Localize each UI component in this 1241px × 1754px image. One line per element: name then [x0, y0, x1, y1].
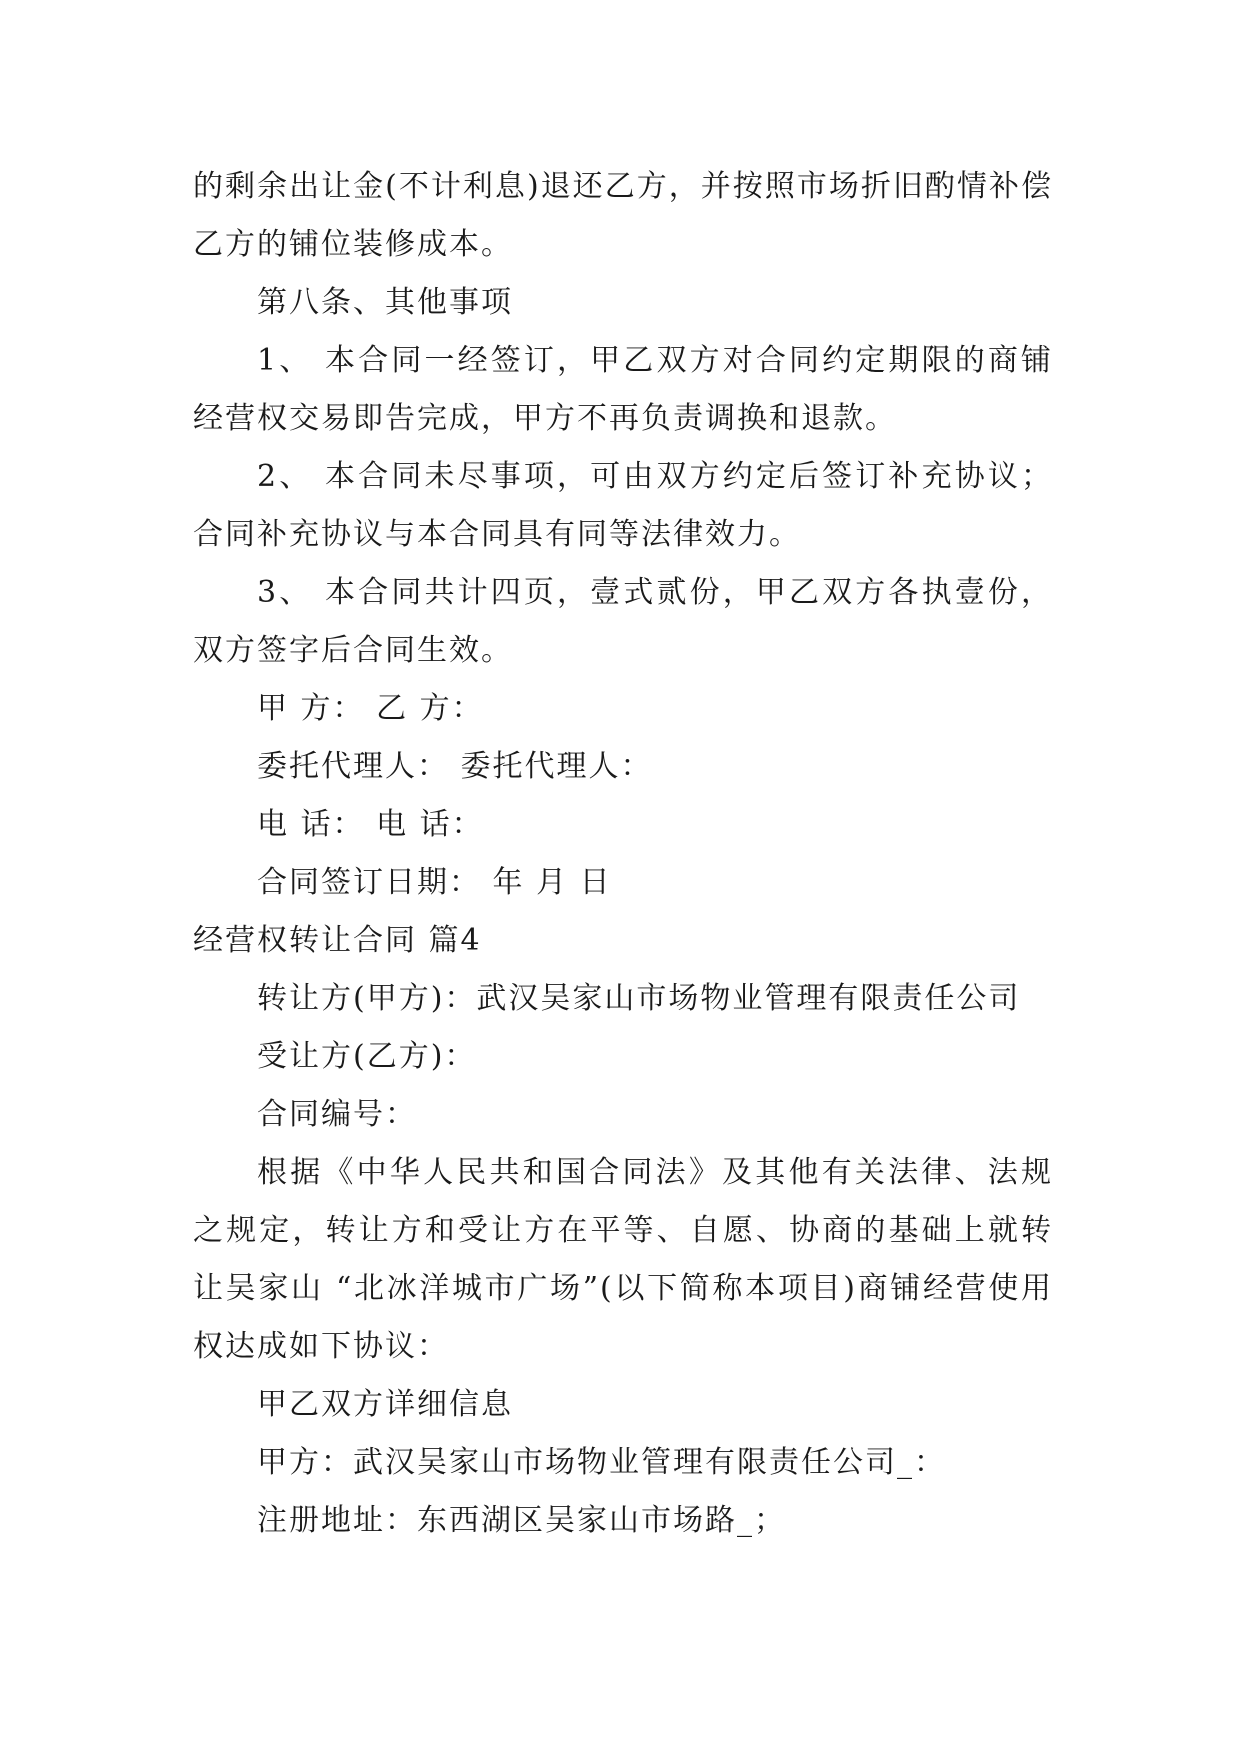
paragraph-continued-compensation: 的剩余出让金(不计利息)退还乙方，并按照市场折旧酌情补偿乙方的铺位装修成本。 — [193, 169, 1053, 262]
clause-2: 2、 本合同未尽事项，可由双方约定后签订补充协议；合同补充协议与本合同具有同等法律效力。 — [193, 459, 1053, 552]
section-title: 经营权转让合同 篇4 — [193, 923, 482, 958]
transferor-line: 转让方(甲方)：武汉吴家山市场物业管理有限责任公司 — [257, 981, 1021, 1016]
signature-agents: 委托代理人： 委托代理人： — [257, 749, 653, 784]
signature-parties: 甲 方： 乙 方： — [257, 691, 484, 726]
document-body — [193, 158, 1053, 1550]
clause-3: 3、 本合同共计四页，壹式贰份，甲乙双方各执壹份，双方签字后合同生效。 — [193, 575, 1053, 668]
registered-address-line: 注册地址：东西湖区吴家山市场路_； — [257, 1503, 786, 1538]
contract-number-line: 合同编号： — [257, 1097, 417, 1132]
preamble-paragraph: 根据《中华人民共和国合同法》及其他有关法律、法规之规定，转让方和受让方在平等、自愿、协商的基础上就转让吴家山 “北冰洋城市广场”(以下简称本项目)商铺经营使用权达成如下协议： — [193, 1155, 1053, 1364]
article-8-heading: 第八条、其他事项 — [257, 285, 513, 320]
clause-1: 1、 本合同一经签订，甲乙双方对合同约定期限的商铺经营权交易即告完成，甲方不再负责调换和退款。 — [193, 343, 1053, 436]
signature-phones: 电 话： 电 话： — [257, 807, 484, 842]
transferee-line: 受让方(乙方)： — [257, 1039, 477, 1074]
signing-date: 合同签订日期： 年 月 日 — [257, 865, 612, 900]
party-details-heading: 甲乙双方详细信息 — [257, 1387, 513, 1422]
party-a-line: 甲方：武汉吴家山市场物业管理有限责任公司_： — [257, 1445, 946, 1480]
